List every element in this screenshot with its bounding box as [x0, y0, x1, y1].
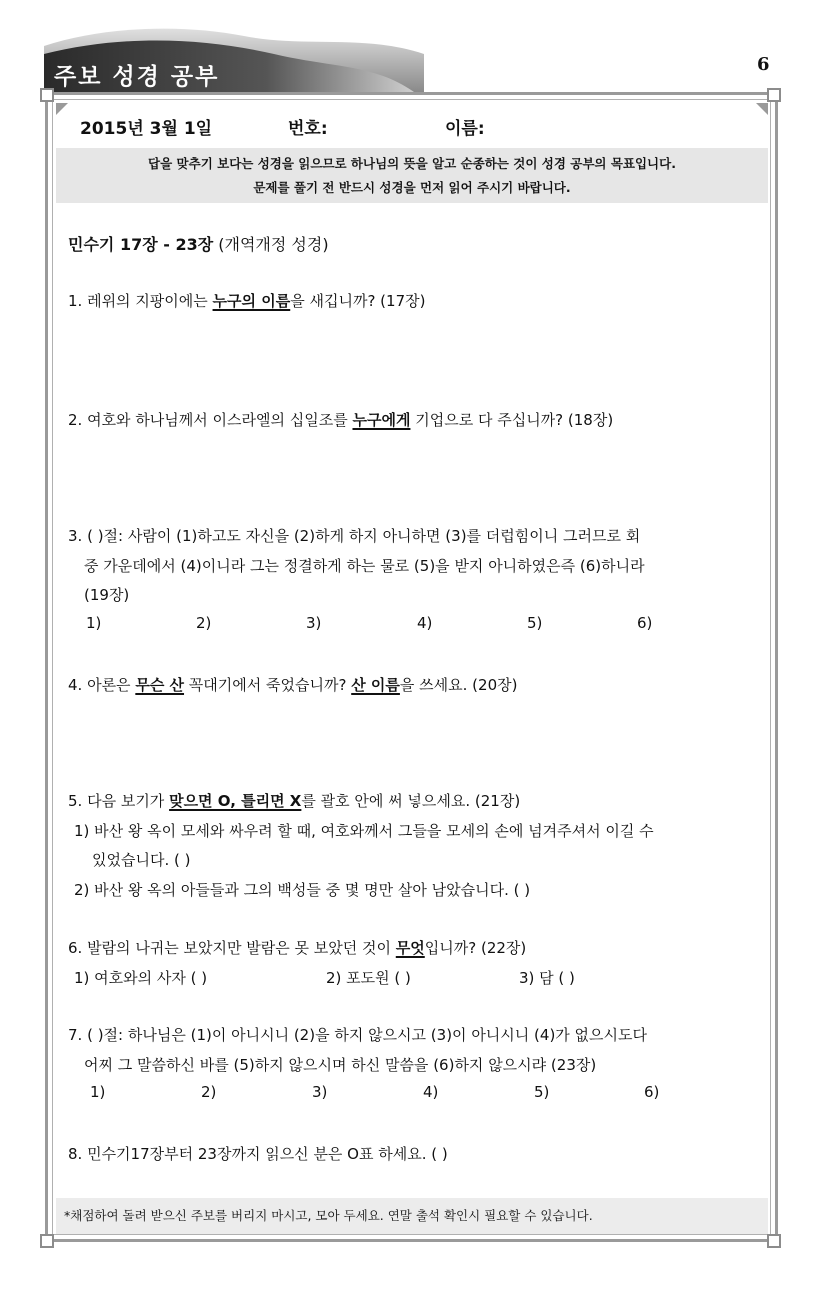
notice-box: [56, 148, 768, 203]
answer-slot[interactable]: 1): [90, 1083, 106, 1101]
answer-slot[interactable]: 4): [417, 614, 433, 632]
section-title: 민수기 17장 - 23장 (개역개정 성경): [68, 235, 329, 254]
frame-triangle: [56, 103, 68, 115]
name-label: 이름:: [445, 119, 485, 139]
answer-slot[interactable]: 3): [312, 1083, 328, 1101]
frame-corner: [40, 88, 54, 102]
question-5-item[interactable]: 있었습니다. ( ): [92, 851, 191, 869]
answer-slot[interactable]: 2): [196, 614, 212, 632]
notice-line: 답을 맞추기 보다는 성경을 읽으므로 하나님의 뜻을 알고 순종하는 것이 성경 공부의 목표입니다.: [148, 156, 676, 171]
header-title: 주보 성경 공부: [54, 64, 220, 90]
answer-slot[interactable]: 1): [86, 614, 102, 632]
frame-corner: [767, 88, 781, 102]
answer-slot[interactable]: 2): [201, 1083, 217, 1101]
answer-slot[interactable]: 6): [637, 614, 653, 632]
question-2: 2. 여호와 하나님께서 이스라엘의 십일조를 누구에게 기업으로 다 주십니까? (18장): [68, 411, 614, 429]
frame-corner: [40, 1234, 54, 1248]
question-7-line: 7. ( )절: 하나님은 (1)이 아니시니 (2)을 하지 않으시고 (3)이 아니시니 (4)가 없으시도다: [68, 1026, 647, 1044]
question-5-line: 5. 다음 보기가 맞으면 O, 틀리면 X를 괄호 안에 써 넣으세요. (21장): [68, 792, 521, 810]
question-5-item[interactable]: 2) 바산 왕 옥의 아들들과 그의 백성들 중 몇 명만 살아 남았습니다. ( ): [74, 881, 531, 899]
page-number: 6: [757, 54, 770, 75]
answer-slot[interactable]: 3): [306, 614, 322, 632]
frame-corner: [767, 1234, 781, 1248]
option[interactable]: 2) 포도원 ( ): [326, 969, 411, 987]
notice-line: 문제를 풀기 전 반드시 성경을 먼저 읽어 주시기 바랍니다.: [253, 180, 571, 195]
date-label: 2015년 3월 1일: [80, 119, 213, 139]
number-label: 번호:: [288, 119, 328, 139]
answer-slot[interactable]: 4): [423, 1083, 439, 1101]
answer-slot[interactable]: 5): [534, 1083, 550, 1101]
question-8[interactable]: 8. 민수기17장부터 23장까지 읽으신 분은 O표 하세요. ( ): [68, 1145, 448, 1163]
option[interactable]: 3) 담 ( ): [519, 969, 575, 987]
question-1: 1. 레위의 지팡이에는 누구의 이름을 새깁니까? (17장): [68, 292, 426, 310]
frame-triangle: [756, 103, 768, 115]
option[interactable]: 1) 여호와의 사자 ( ): [74, 969, 208, 987]
question-5-item: 1) 바산 왕 옥이 모세와 싸우려 할 때, 여호와께서 그들을 모세의 손에 넘겨주셔서 이길 수: [74, 822, 654, 840]
question-3-line: 3. ( )절: 사람이 (1)하고도 자신을 (2)하게 하지 아니하면 (3)를 더럽힘이니 그러므로 회: [68, 527, 641, 545]
question-3-line: (19장): [84, 586, 130, 604]
question-4: 4. 아론은 무슨 산 꼭대기에서 죽었습니까? 산 이름을 쓰세요. (20장): [68, 676, 518, 694]
question-7-line: 어찌 그 말씀하신 바를 (5)하지 않으시며 하신 말씀을 (6)하지 않으시랴 (23장): [84, 1056, 597, 1074]
answer-slot[interactable]: 5): [527, 614, 543, 632]
question-3-line: 중 가운데에서 (4)이니라 그는 정결하게 하는 물로 (5)을 받지 아니하였은즉 (6)하니라: [84, 557, 645, 575]
header-banner: [44, 24, 424, 92]
question-6-line: 6. 발람의 나귀는 보았지만 발람은 못 보았던 것이 무엇입니까? (22장): [68, 939, 527, 957]
answer-slot[interactable]: 6): [644, 1083, 660, 1101]
footer-note: *채점하여 돌려 받으신 주보를 버리지 마시고, 모아 두세요. 연말 출석 확인시 필요할 수 있습니다.: [56, 1198, 768, 1234]
